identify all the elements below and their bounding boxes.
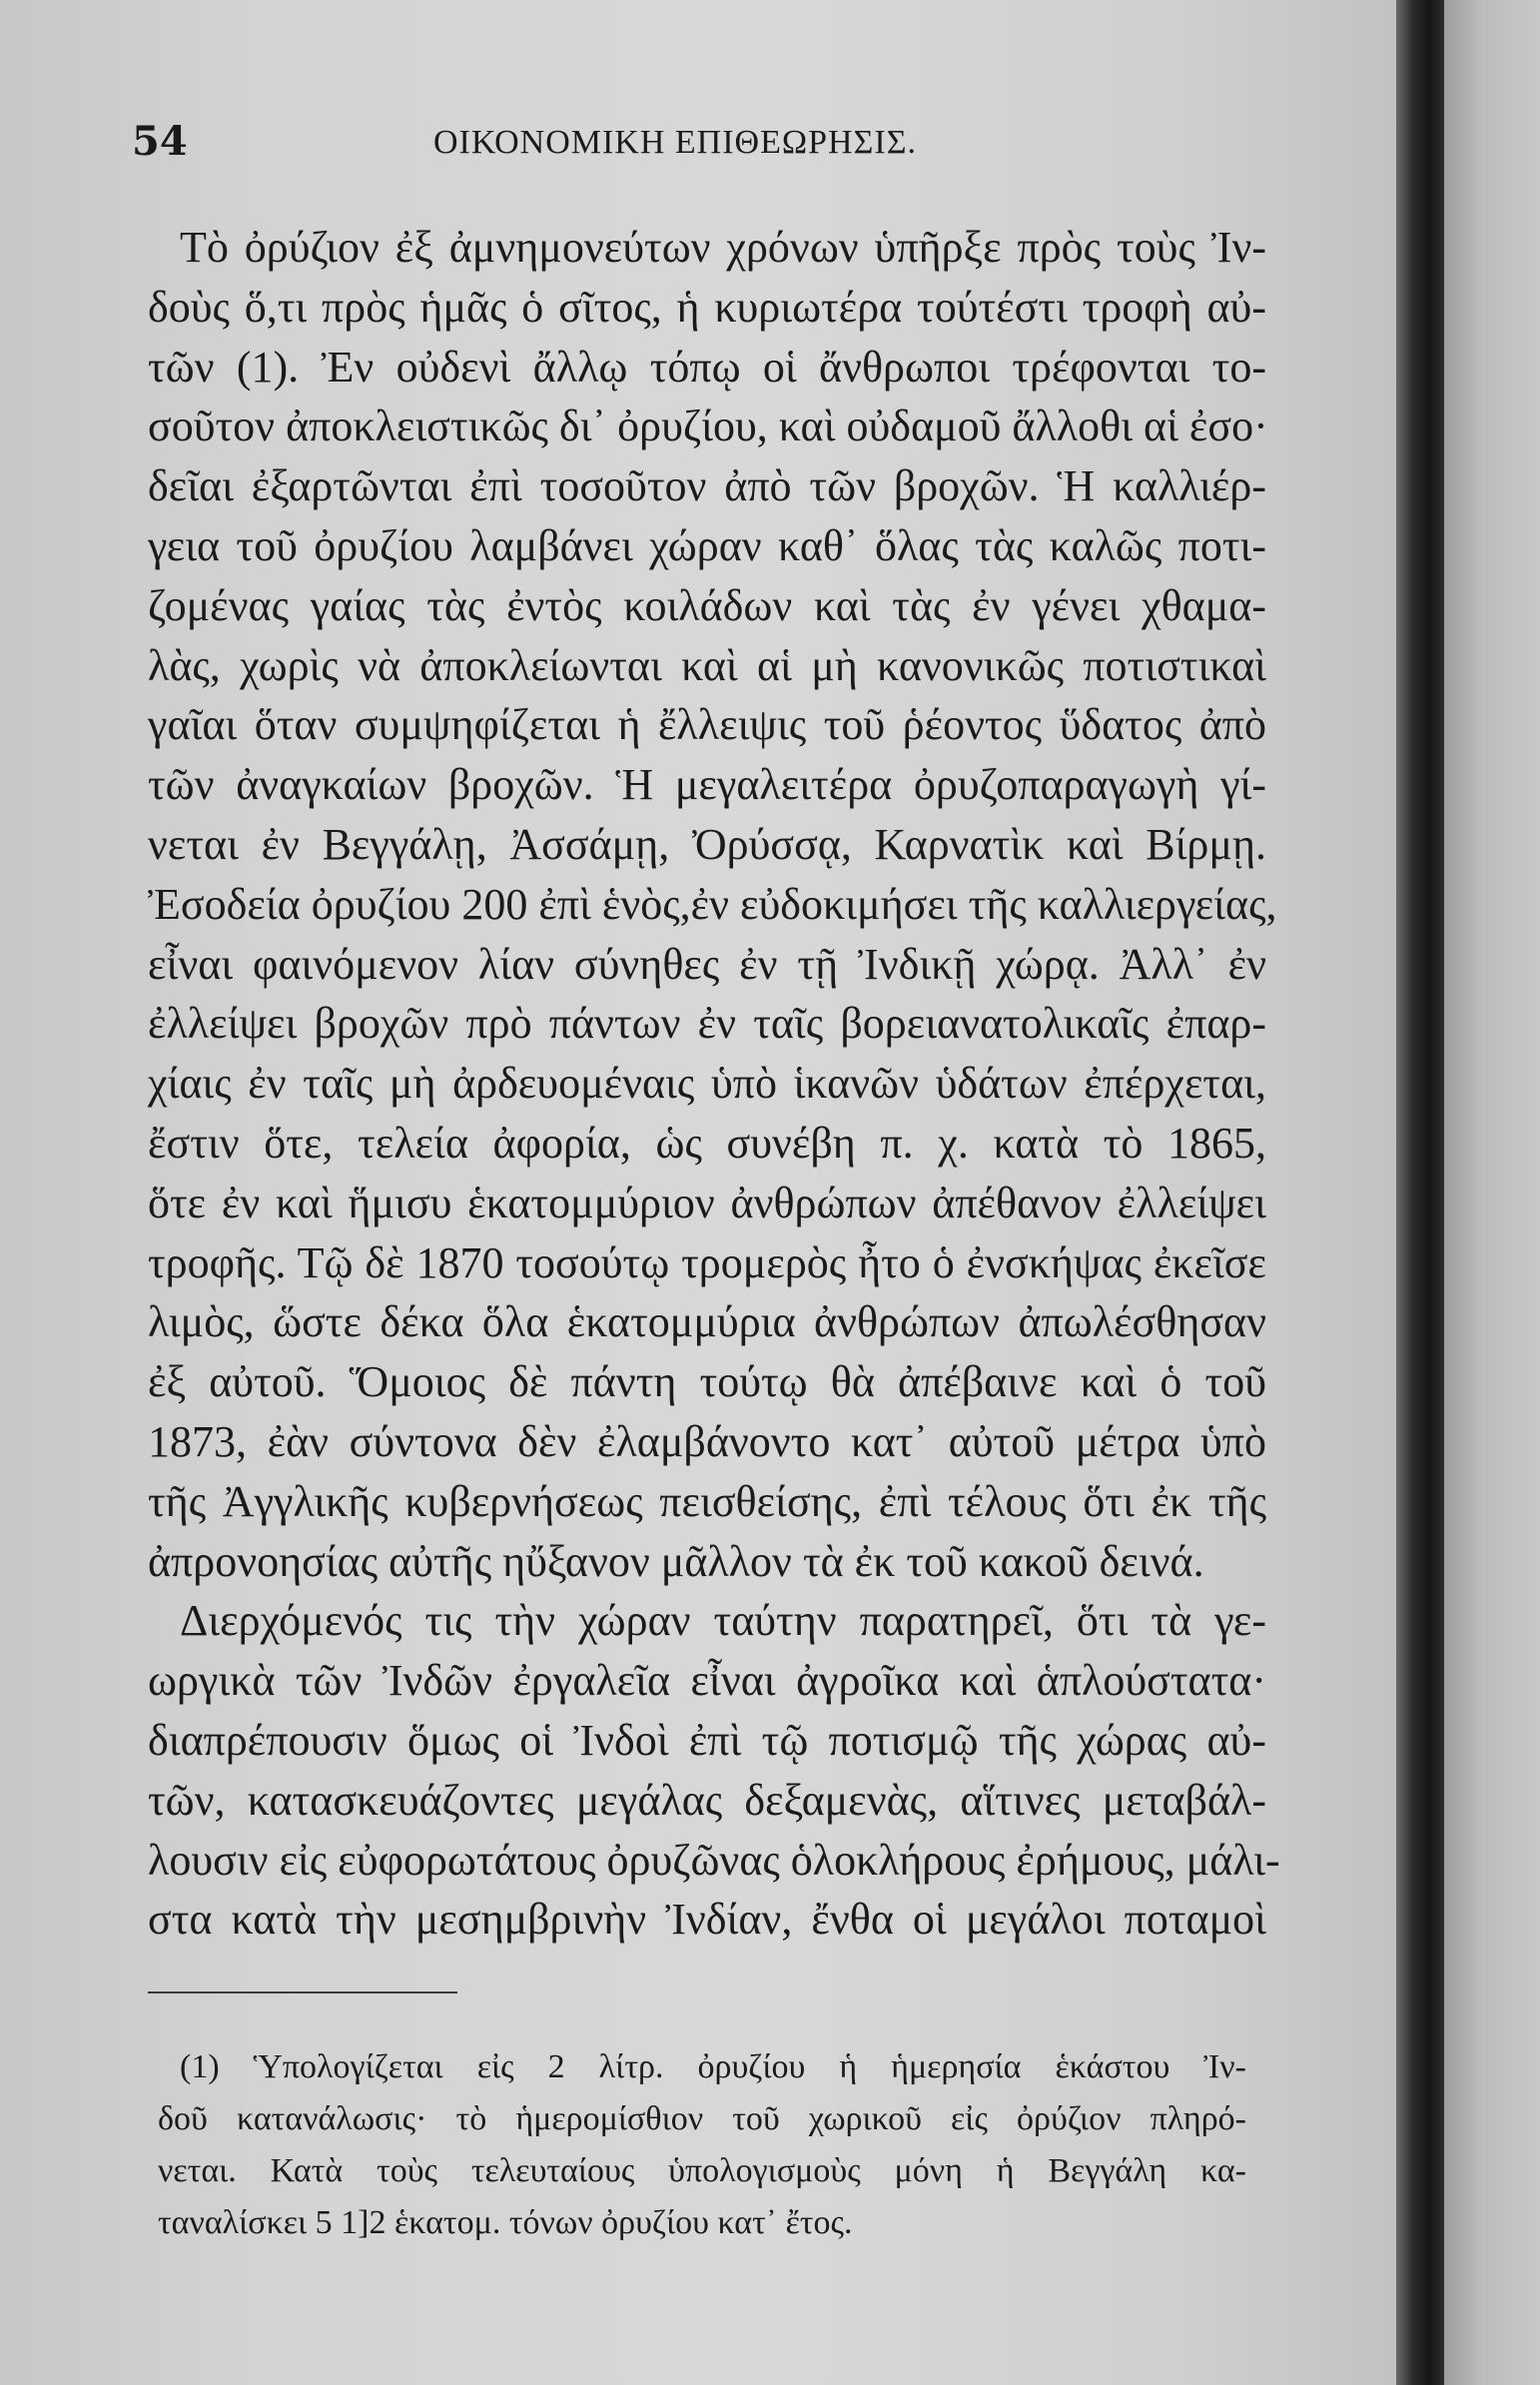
text-line: διαπρέπουσιν ὅμως οἱ Ἰνδοὶ ἐπὶ τῷ ποτισμῷ τῆς χώρας αὐ- [148, 1715, 1266, 1765]
text-line: χίαις ἐν ταῖς μὴ ἀρδευομέναις ὑπὸ ἱκανῶν ὑδάτων ἐπέρχεται, [148, 1059, 1266, 1109]
text-line: λιμὸς, ὥστε δέκα ὅλα ἑκατομμύρια ἀνθρώπων ἀπωλέσθησαν [148, 1297, 1266, 1347]
running-head: ΟΙΚΟΝΟΜΙΚΗ ΕΠΙΘΕΩΡΗΣΙΣ. [433, 124, 918, 161]
text-line: γαῖαι ὅταν συμψηφίζεται ἡ ἔλλειψις τοῦ ῥέοντος ὕδατος ἀπὸ [148, 700, 1266, 750]
text-line: τῶν, κατασκευάζοντες μεγάλας δεξαμενὰς, αἵτινες μεταβάλ- [148, 1775, 1266, 1825]
text-line: τροφῆς. Τῷ δὲ 1870 τοσούτῳ τρομερὸς ἦτο ὁ ἐνσκήψας ἐκεῖσε [148, 1237, 1266, 1287]
text-line: εἶναι φαινόμενον λίαν σύνηθες ἐν τῇ Ἰνδικῇ χώρᾳ. Ἀλλ᾿ ἐν [148, 939, 1266, 989]
body-text [148, 218, 1280, 1950]
text-line: Διερχόμενός τις τὴν χώραν ταύτην παρατηρεῖ, ὅτι τὰ γε- [180, 1596, 1266, 1646]
text-line: 1873, ἐὰν σύντονα δὲν ἐλαμβάνοντο κατ᾿ αὐτοῦ μέτρα ὑπὸ [148, 1416, 1266, 1466]
text-line: ὅτε ἐν καὶ ἥμισυ ἑκατομμύριον ἀνθρώπων ἀπέθανον ἐλλείψει [148, 1178, 1266, 1227]
text-line: σοῦτον ἀποκλειστικῶς δι᾿ ὀρυζίου, καὶ οὐδαμοῦ ἄλλοθι αἱ ἐσο· [148, 401, 1268, 451]
book-gutter-shadow [1396, 0, 1444, 2385]
footnote-line: δοῦ κατανάλωσις· τὸ ἡμερομίσθιον τοῦ χωρικοῦ εἰς ὀρύζιον πληρό- [158, 2100, 1246, 2137]
text-line: Ἐσοδεία ὀρυζίου 200 ἐπὶ ἑνὸς,ἐν εὐδοκιμήσει τῆς καλλιεργείας, [148, 879, 1277, 929]
text-line: στα κατὰ τὴν μεσημβρινὴν Ἰνδίαν, ἔνθα οἱ μεγάλοι ποταμοὶ [148, 1895, 1266, 1945]
footnote-line: (1) Ὑπολογίζεται εἰς 2 λίτρ. ὀρυζίου ἡ ἡμερησία ἑκάστου Ἰν- [180, 2048, 1246, 2085]
text-line: ζομένας γαίας τὰς ἐντὸς κοιλάδων καὶ τὰς ἐν γένει χθαμα- [148, 580, 1266, 630]
text-line: ωργικὰ τῶν Ἰνδῶν ἐργαλεῖα εἶναι ἀγροῖκα καὶ ἁπλούστατα· [148, 1656, 1266, 1706]
text-line: ἐλλείψει βροχῶν πρὸ πάντων ἐν ταῖς βορειανατολικαῖς ἐπαρ- [148, 999, 1266, 1049]
text-line: τῶν ἀναγκαίων βροχῶν. Ἡ μεγαλειτέρα ὀρυζοπαραγωγὴ γί- [148, 760, 1266, 810]
text-line: ἐξ αὐτοῦ. Ὅμοιος δὲ πάντη τούτῳ θὰ ἀπέβαινε καὶ ὁ τοῦ [148, 1357, 1266, 1407]
text-line: Τὸ ὀρύζιον ἐξ ἀμνημονεύτων χρόνων ὑπῆρξε πρὸς τοὺς Ἰν- [180, 223, 1266, 272]
text-line: ἀπρονοησίας αὐτῆς ηὔξανον μᾶλλον τὰ ἐκ τοῦ κακοῦ δεινά. [148, 1536, 1204, 1586]
text-line: νεται ἐν Βεγγάλῃ, Ἀσσάμῃ, Ὀρύσσᾳ, Καρνατὶκ καὶ Βίρμῃ. [148, 819, 1266, 869]
text-line: λὰς, χωρὶς νὰ ἀποκλείωνται καὶ αἱ μὴ κανονικῶς ποτιστικαὶ [148, 640, 1266, 690]
footnote-line: νεται. Κατὰ τοὺς τελευταίους ὑπολογισμοὺς μόνη ἡ Βεγγάλη κα- [158, 2152, 1246, 2189]
text-line: τῆς Ἀγγλικῆς κυβερνήσεως πεισθείσης, ἐπὶ τέλους ὅτι ἐκ τῆς [148, 1476, 1266, 1526]
footnote-rule [148, 1991, 457, 1993]
footnote [158, 2041, 1246, 2249]
page-number: 54 [132, 118, 188, 165]
text-line: τῶν (1). Ἐν οὐδενὶ ἄλλῳ τόπῳ οἱ ἄνθρωποι τρέφονται το- [148, 342, 1266, 392]
text-line: δεῖαι ἐξαρτῶνται ἐπὶ τοσοῦτον ἀπὸ τῶν βροχῶν. Ἡ καλλιέρ- [148, 461, 1266, 511]
text-line: ἔστιν ὅτε, τελεία ἀφορία, ὡς συνέβη π. χ. κατὰ τὸ 1865, [148, 1118, 1266, 1168]
text-line: γεια τοῦ ὀρυζίου λαμβάνει χώραν καθ᾿ ὅλας τὰς καλῶς ποτι- [148, 520, 1266, 570]
text-line: δοὺς ὅ,τι πρὸς ἡμᾶς ὁ σῖτος, ἡ κυριωτέρα τούτέστι τροφὴ αὐ- [148, 282, 1266, 332]
page-header [132, 118, 1280, 178]
footnote-line: ταναλίσκει 5 1]2 ἑκατομ. τόνων ὀρυζίου κατ᾿ ἔτος. [158, 2204, 853, 2241]
facing-page-edge [1444, 0, 1540, 2385]
text-line: λουσιν εἰς εὐφορωτάτους ὀρυζῶνας ὁλοκλήρους ἐρήμους, μάλι- [148, 1835, 1280, 1885]
